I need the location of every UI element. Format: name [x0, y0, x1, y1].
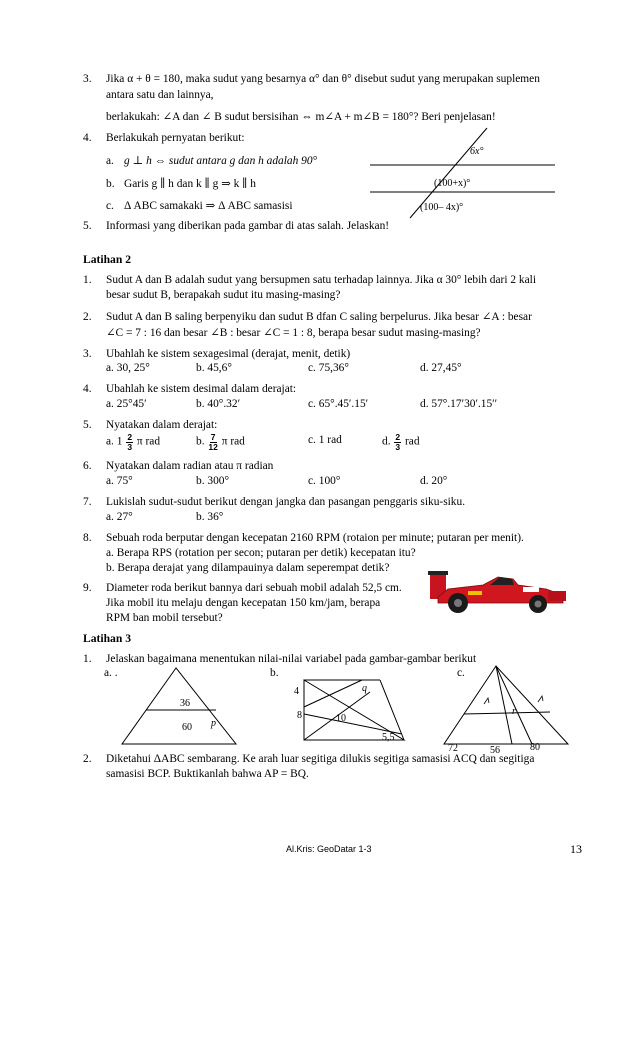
q3-number: 3. — [83, 73, 92, 85]
l2-q9-line-1: Diameter roda berikut bannya dari sebuah mobil adalah 52,5 cm. — [106, 582, 402, 594]
q5b-fraction — [208, 433, 217, 451]
figure-b-label: b. — [270, 667, 279, 679]
q5a-prefix: a. 1 — [106, 435, 123, 448]
l2-q8b: b. Berapa derajat yang dilampauinya dalam seperempat detik? — [106, 562, 390, 574]
l2-q9-line-2: Jika mobil itu melaju dengan kecepatan 150 km/jam, berapa — [106, 597, 381, 609]
q4c-text: Δ ABC samakaki ⇒ Δ ABC samasisi — [124, 200, 293, 212]
figure-b-label-q: q — [362, 683, 367, 694]
figure-b-label-5-5: 5,5 — [382, 732, 395, 743]
l2-q4-a: a. 25°45′ — [106, 398, 147, 410]
figure-a-label: a. . — [104, 667, 118, 679]
figure-a-label-p: p — [211, 718, 216, 729]
label-6x: 6x° — [470, 146, 484, 157]
figure-a-triangle — [118, 666, 238, 746]
figure-b-label-10: 10 — [336, 713, 346, 724]
q5a-denominator: 3 — [127, 441, 133, 452]
figure-c-label-r: r — [512, 706, 516, 717]
l2-q1-number: 1. — [83, 274, 92, 286]
l2-q3-c: c. 75,36° — [308, 362, 349, 374]
race-car-image — [428, 567, 568, 617]
page-number: 13 — [570, 842, 582, 856]
l2-q7-a: a. 27° — [106, 511, 133, 523]
q5a-fraction — [126, 433, 133, 451]
l2-q4-c: c. 65°.45′.15′ — [308, 398, 369, 410]
l2-q2-number: 2. — [83, 311, 92, 323]
l2-q6-d: d. 20° — [420, 475, 448, 487]
q3-line-2: antara satu dan lainnya, — [106, 89, 214, 101]
l2-q5-a — [106, 433, 160, 451]
l2-q8-line: Sebuah roda berputar dengan kecepatan 2160 RPM (rotaion per minute; putaran per menit). — [106, 532, 524, 544]
l2-q7-number: 7. — [83, 496, 92, 508]
l2-q7-line: Lukislah sudut-sudut berikut dengan jangka dan pasangan penggaris siku-siku. — [106, 496, 466, 508]
l2-q6-line: Nyatakan dalam radian atau π radian — [106, 460, 274, 472]
q5a-suffix: π rad — [136, 435, 161, 448]
figure-a-label-60: 60 — [182, 722, 192, 733]
l2-q3-a: a. 30, 25° — [106, 362, 150, 374]
q5d-prefix: d. — [382, 435, 391, 448]
l2-q6-c: c. 100° — [308, 475, 341, 487]
q4-line: Berlakukah pernyatan berikut: — [106, 132, 245, 144]
l2-q5-b — [196, 433, 245, 451]
q5a-numerator: 2 — [127, 432, 133, 442]
l2-q3-b: b. 45,6° — [196, 362, 232, 374]
l2-q6-b: b. 300° — [196, 475, 230, 487]
l2-q3-line: Ubahlah ke sistem sexagesimal (derajat, menit, detik) — [106, 348, 351, 360]
l3-q2-line-1: Diketahui ΔABC sembarang. Ke arah luar segitiga dilukis segitiga samasisi ACQ dan segitiga — [106, 753, 535, 765]
q5-line: Informasi yang diberikan pada gambar di atas salah. Jelaskan! — [106, 220, 390, 232]
figure-b-label-8: 8 — [297, 710, 302, 721]
label-100-minus-4x: (100– 4x)° — [420, 202, 464, 213]
l2-q2-line-1: Sudut A dan B saling berpenyiku dan sudut B dfan C saling berpelurus. Jika besar ∠A : besar — [106, 311, 532, 323]
q3-line-1: Jika α + θ = 180, maka sudut yang besarnya α° dan θ° disebut sudut yang merupakan suplemen — [106, 73, 540, 85]
l2-q4-number: 4. — [83, 383, 92, 395]
q5d-denominator: 3 — [395, 441, 401, 452]
l2-q3-d: d. 27,45° — [420, 362, 462, 374]
label-100-plus-x: (100+x)° — [434, 178, 471, 189]
q3-line-3: berlakukah: ∠A dan ∠ B sudut bersisihan ⇔ m∠A + m∠B = 180°? Beri penjelasan! — [106, 111, 496, 123]
l2-q1-line-1: Sudut A dan B adalah sudut yang bersupmen satu terhadap lainnya. Jika α 30° lebih dari 2 kali — [106, 274, 536, 286]
q4b-letter: b. — [106, 178, 115, 190]
l2-q4-b: b. 40°.32′ — [196, 398, 241, 410]
l2-q5-number: 5. — [83, 419, 92, 431]
figure-a-label-36: 36 — [180, 698, 190, 709]
latihan-2-heading: Latihan 2 — [83, 253, 131, 266]
q4c-letter: c. — [106, 200, 114, 212]
latihan-3-heading: Latihan 3 — [83, 632, 131, 645]
q5b-denominator: 12 — [208, 441, 218, 452]
l2-q9-number: 9. — [83, 582, 92, 594]
l3-q1-number: 1. — [83, 653, 92, 665]
l3-q2-number: 2. — [83, 753, 92, 765]
figure-c-label: c. — [457, 667, 465, 679]
q5b-suffix: π rad — [221, 435, 245, 448]
q5d-fraction — [394, 433, 401, 451]
l2-q8a: a. Berapa RPS (rotation per secon; putaran per detik) kecepatan itu? — [106, 547, 416, 559]
q5b-prefix: b. — [196, 435, 205, 448]
l3-q1-line: Jelaskan bagaimana menentukan nilai-nilai variabel pada gambar-gambar berikut — [106, 653, 477, 665]
l2-q5-line: Nyatakan dalam derajat: — [106, 419, 218, 431]
l2-q2-line-2: ∠C = 7 : 16 dan besar ∠B : besar ∠C = 1 : 8, berapa besar sudut masing-masing? — [106, 327, 481, 339]
q4-number: 4. — [83, 132, 92, 144]
q5-number: 5. — [83, 220, 92, 232]
q4a-letter: a. — [106, 155, 114, 167]
l2-q5-d — [382, 433, 420, 451]
footer-source: Al.Kris: GeoDatar 1-3 — [286, 844, 372, 854]
q4a-text: g ⊥ h ⇔ sudut antara g dan h adalah 90° — [124, 155, 318, 167]
q5d-numerator: 2 — [395, 432, 401, 442]
l2-q3-number: 3. — [83, 348, 92, 360]
l2-q1-line-2: besar sudut B, berapakah sudut itu masing-masing? — [106, 289, 341, 301]
figure-c-label-80: 80 — [530, 742, 540, 753]
l2-q8-number: 8. — [83, 532, 92, 544]
l2-q6-a: a. 75° — [106, 475, 133, 487]
l2-q4-d: d. 57°.17′30′.15′′ — [420, 398, 498, 410]
l2-q7-b: b. 36° — [196, 511, 224, 523]
l3-q2-line-2: samasisi BCP. Buktikanlah bahwa AP = BQ. — [106, 768, 309, 780]
figure-c-triangle — [440, 662, 570, 748]
l2-q5-c: c. 1 rad — [308, 434, 342, 446]
q5d-suffix: rad — [405, 435, 420, 448]
figure-c-label-72: 72 — [448, 743, 458, 754]
figure-b-label-4: 4 — [294, 686, 299, 697]
figure-c-label-56: 56 — [490, 745, 500, 756]
l2-q4-line: Ubahlah ke sistem desimal dalam derajat: — [106, 383, 297, 395]
q4b-text: Garis g ∥ h dan k ∥ g ⇒ k ∥ h — [124, 178, 256, 190]
l2-q9-line-3: RPM ban mobil tersebut? — [106, 612, 223, 624]
q5b-numerator: 7 — [210, 432, 216, 442]
l2-q6-number: 6. — [83, 460, 92, 472]
